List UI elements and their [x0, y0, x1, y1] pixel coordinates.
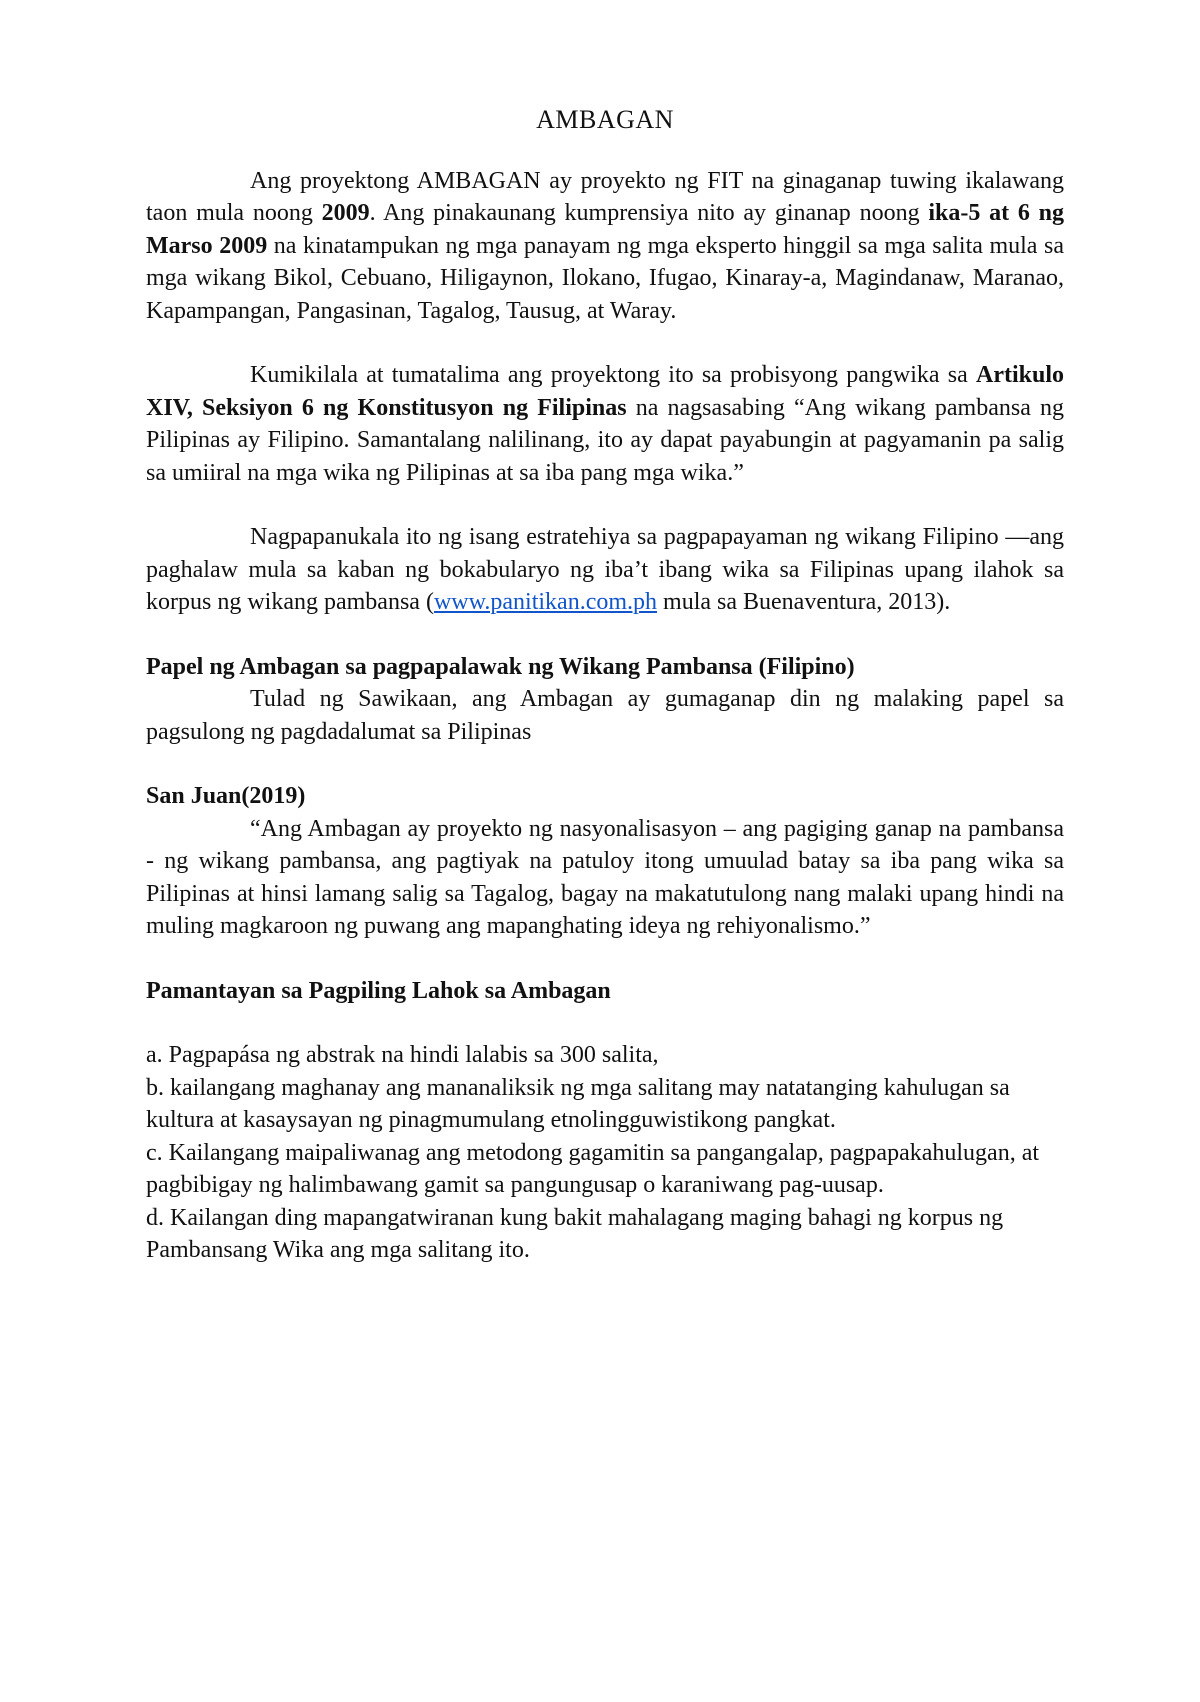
constitution-text-1: Kumikilala at tumatalima ang proyektong ito sa probisyong pangwika sa: [250, 362, 976, 388]
intro-text-1: Ang proyektong AMBAGAN ay proyekto ng FIT na ginaganap tuwing ikalawang taon mula noong: [146, 167, 1064, 226]
section-heading-san-juan: San Juan(2019): [146, 783, 306, 809]
constitution-article-bold: Artikulo XIV, Seksiyon 6 ng Konstitusyon ng Filipinas: [146, 362, 1064, 421]
constitution-text-2: na nagsasabing “Ang wikang pambansa ng Pilipinas ay Filipino. Samantalang nalilinang, ito ay dapat payabungin at pagyamanin pa salig sa umiiral na mga wika ng Pilipinas at sa iba pang mga wika.”: [146, 394, 1064, 486]
criteria-item-c: c. Kailangang maipaliwanag ang metodong gagamitin sa pangangalap, pagpapakahulugan, at pagbibigay ng halimbawang gamit sa pangungusap o karaniwang pag-uusap.: [146, 1139, 1040, 1198]
intro-paragraph: [146, 165, 1064, 328]
criteria-item-b: b. kailangang maghanay ang mananaliksik ng mga salitang may natatanging kahulugan sa kultura at kasaysayan ng pinagmumulang etnolingguwistikong pangkat.: [146, 1074, 1010, 1133]
section-heading-papel: Papel ng Ambagan sa pagpapalawak ng Wikang Pambansa (Filipino): [146, 653, 855, 680]
criteria-item-d: d. Kailangan ding mapangatwiranan kung bakit mahalagang maging bahagi ng korpus ng Pambansang Wika ang mga salitang ito.: [146, 1204, 1004, 1263]
intro-date-bold: ika-5 at 6 ng Marso 2009: [146, 200, 1064, 259]
panitikan-link[interactable]: www.panitikan.com.ph: [433, 589, 658, 615]
section-body-san-juan: “Ang Ambagan ay proyekto ng nasyonalisasyon – ang pagiging ganap na pambansa - ng wikang pambansa, ang pagtiyak na patuloy itong umuulad batay sa iba pang wika sa Pilipinas at hinsi lamang salig sa Tagalog, bagay na makatutulong nang malaki upang hindi na muling magkaroon ng puwang ang mapanghating ideya ng rehiyonalismo.”: [146, 815, 1064, 939]
strategy-paragraph: [146, 521, 1064, 619]
intro-text-3: na kinatampukan ng mga panayam ng mga eksperto hinggil sa mga salita mula sa mga wikang Bikol, Cebuano, Hiligaynon, Ilokano, Ifugao, Kinaray-a, Magindanaw, Maranao, Kapampangan, Pangasinan, Tagalog, Tausug, at Waray.: [146, 232, 1064, 324]
intro-text-2: . Ang pinakaunang kumprensiya nito ay ginanap noong: [369, 200, 929, 226]
section-heading-pamantayan: Pamantayan sa Pagpiling Lahok sa Ambagan: [146, 977, 611, 1004]
constitution-paragraph: [146, 359, 1064, 489]
document-title: AMBAGAN: [536, 105, 674, 134]
criteria-item-a: a. Pagpapása ng abstrak na hindi lalabis sa 300 salita,: [146, 1042, 659, 1068]
strategy-text-2: mula sa Buenaventura, 2013).: [657, 589, 951, 615]
section-body-papel: Tulad ng Sawikaan, ang Ambagan ay gumaganap din ng malaking papel sa pagsulong ng pagdadalumat sa Pilipinas: [146, 686, 1064, 745]
strategy-text-1: Nagpapanukala ito ng isang estratehiya sa pagpapayaman ng wikang Filipino —ang paghalaw mula sa kaban ng bokabularyo ng iba’t ibang wika sa Filipinas upang ilahok sa korpus ng wikang pambansa (: [146, 524, 1064, 615]
criteria-list: [146, 1039, 1064, 1267]
document-body: [146, 104, 1064, 1267]
intro-year-bold: 2009: [321, 200, 370, 226]
